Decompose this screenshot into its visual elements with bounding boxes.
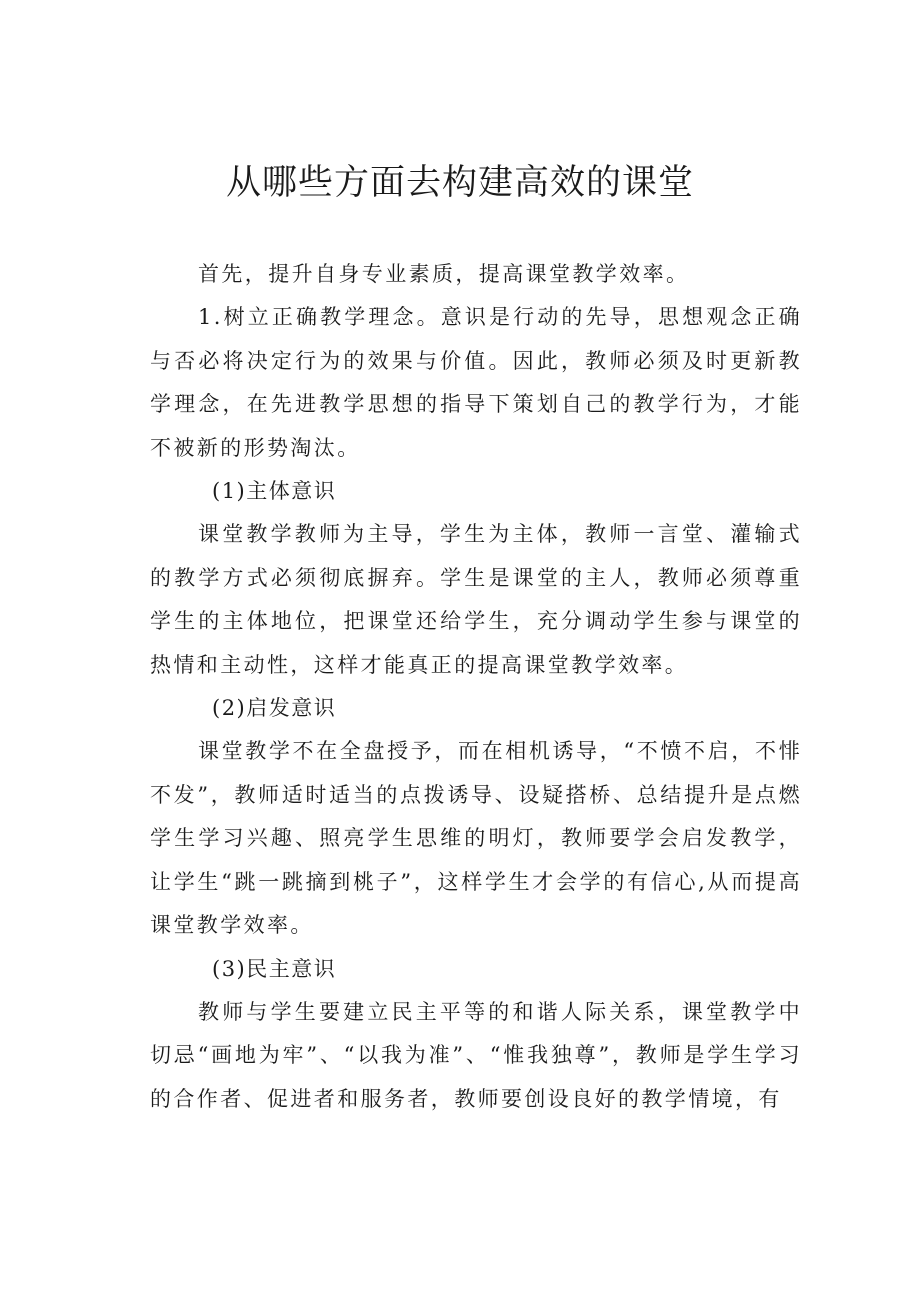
subheading-democracy-awareness: (3)民主意识	[212, 956, 337, 981]
paragraph-intro: 首先，提升自身专业素质，提高课堂教学效率。	[198, 262, 690, 286]
paragraph-teaching-concept: 1.树立正确教学理念。意识是行动的先导，思想观念正确与否必将决定行为的效果与价值。因此，教师必须及时更新教学理念，在先进教学思想的指导下策划自己的教学行为，才能不被新的形势淘汰。	[150, 305, 802, 460]
subheading-subject-awareness: (1)主体意识	[212, 479, 337, 504]
paragraph-subject-awareness: 课堂教学教师为主导，学生为主体，教师一言堂、灌输式的教学方式必须彻底摒弃。学生是课堂的主人，教师必须尊重学生的主体地位，把课堂还给学生，充分调动学生参与课堂的热情和主动性，这样才能真正的提高课堂教学效率。	[150, 522, 802, 677]
paragraph-inspiration-awareness: 课堂教学不在全盘授予，而在相机诱导，“不愤不启，不悱不发”，教师适时适当的点拨诱导、设疑搭桥、总结提升是点燃学生学习兴趣、照亮学生思维的明灯，教师要学会启发教学，让学生“跳一跳摘到桃子”，这样学生才会学的有信心,从而提高课堂教学效率。	[150, 739, 802, 938]
document-title: 从哪些方面去构建高效的课堂	[225, 163, 694, 203]
subheading-inspiration-awareness: (2)启发意识	[212, 696, 337, 721]
paragraph-democracy-awareness: 教师与学生要建立民主平等的和谐人际关系，课堂教学中切忌“画地为牢”、“以我为准”、“惟我独尊”，教师是学生学习的合作者、促进者和服务者，教师要创设良好的教学情境，有	[150, 999, 802, 1111]
document-body	[150, 253, 802, 1121]
